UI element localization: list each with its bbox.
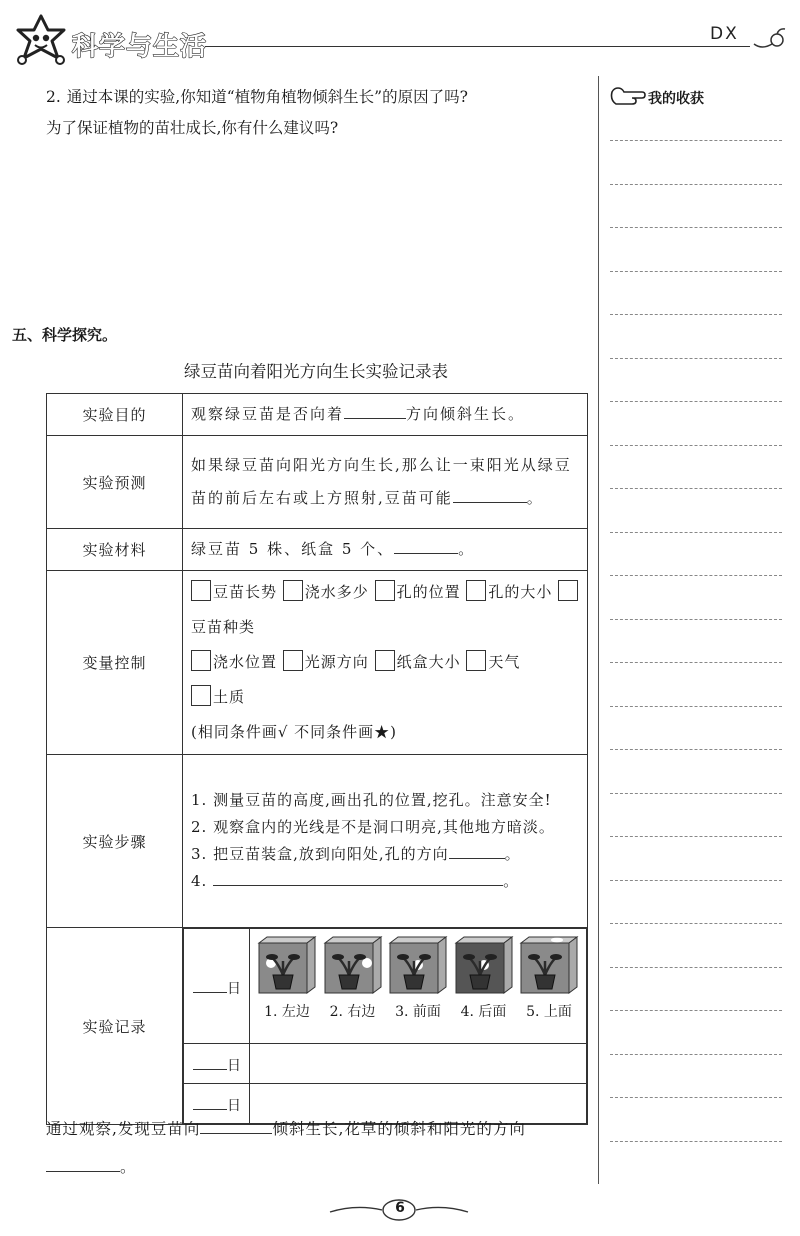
- note-line: [610, 706, 782, 707]
- box-image: [518, 935, 580, 1021]
- variable-label: 豆苗种类: [191, 618, 256, 636]
- row-label-variables: 变量控制: [47, 571, 183, 755]
- note-line: [610, 140, 782, 141]
- conclusion-blank-1[interactable]: [200, 1116, 272, 1134]
- step-3-end: 。: [504, 845, 521, 863]
- checkbox-variable[interactable]: [466, 580, 486, 601]
- note-line: [610, 1054, 782, 1055]
- conclusion-text-2: 倾斜生长,花草的倾斜和阳光的方向: [272, 1120, 526, 1138]
- checkbox-variable[interactable]: [283, 650, 303, 671]
- variable-label: 天气: [488, 653, 521, 671]
- note-line: [610, 271, 782, 272]
- row-label-records: 实验记录: [47, 928, 183, 1125]
- header-rule: [205, 46, 750, 47]
- question-2: [46, 82, 596, 144]
- note-line: [610, 401, 782, 402]
- row-label-steps: 实验步骤: [47, 755, 183, 928]
- day-suffix: 日: [227, 1058, 241, 1074]
- checkbox-variable[interactable]: [466, 650, 486, 671]
- plant-box-icon: [323, 935, 383, 995]
- materials-text-end: 。: [458, 540, 476, 558]
- variable-label: 孔的大小: [488, 583, 553, 601]
- step-4: [191, 868, 581, 895]
- note-line: [610, 619, 782, 620]
- variables-cell: [183, 571, 588, 755]
- plant-box-icon: [388, 935, 448, 995]
- checkbox-variable[interactable]: [558, 580, 578, 601]
- variable-label: 光源方向: [304, 653, 369, 671]
- checkbox-variable[interactable]: [191, 650, 211, 671]
- checkbox-variable[interactable]: [191, 580, 211, 601]
- pointing-hand-icon: [608, 84, 646, 110]
- step-3-text: 3. 把豆苗装盒,放到向阳处,孔的方向: [191, 845, 449, 863]
- checkbox-variable[interactable]: [375, 580, 395, 601]
- box-images-cell: [250, 929, 587, 1044]
- question-line-2: 为了保证植物的苗壮成长,你有什么建议吗?: [46, 119, 339, 137]
- table-title: 绿豆苗向着阳光方向生长实验记录表: [184, 362, 448, 381]
- box-position-label: 1. 左边: [264, 1004, 310, 1020]
- box-image: [256, 935, 318, 1021]
- note-line: [610, 923, 782, 924]
- variables-note: (相同条件画√ 不同条件画★): [191, 723, 398, 741]
- notes-sidebar: [598, 76, 790, 1184]
- plant-box-icon: [454, 935, 514, 995]
- records-cell: [183, 928, 588, 1125]
- variable-label: 浇水位置: [213, 653, 278, 671]
- purpose-cell: [183, 394, 588, 436]
- conclusion-text-1: 通过观察,发现豆苗向: [46, 1120, 201, 1138]
- box-position-label: 3. 前面: [395, 1004, 441, 1020]
- note-line: [610, 793, 782, 794]
- note-line: [610, 532, 782, 533]
- day-suffix: 日: [227, 1098, 241, 1114]
- mascot-logo-icon: [12, 12, 70, 70]
- note-line: [610, 1097, 782, 1098]
- materials-blank[interactable]: [394, 536, 458, 554]
- day-cell: [184, 929, 250, 1044]
- prediction-text: 如果绿豆苗向阳光方向生长,那么让一束阳光从绿豆苗的前后左右或上方照射,豆苗可能: [191, 456, 572, 507]
- note-line: [610, 488, 782, 489]
- variable-label: 浇水多少: [304, 583, 369, 601]
- section-heading: 五、科学探究。: [12, 326, 118, 344]
- step-4-blank[interactable]: [213, 868, 503, 886]
- prediction-cell: [183, 436, 588, 529]
- step-3: [191, 841, 581, 868]
- box-position-label: 4. 后面: [460, 1004, 507, 1020]
- box-position-label: 5. 上面: [526, 1004, 572, 1020]
- materials-text: 绿豆苗 5 株、纸盒 5 个、: [191, 540, 395, 558]
- conclusion-blank-2[interactable]: [46, 1154, 120, 1172]
- conclusion-text-3: 。: [120, 1158, 137, 1176]
- box-image: [453, 935, 515, 1021]
- day-blank[interactable]: [193, 1092, 227, 1110]
- record-entry[interactable]: [250, 1044, 587, 1084]
- note-line: [610, 1010, 782, 1011]
- step-1: 1. 测量豆苗的高度,画出孔的位置,挖孔。注意安全!: [191, 791, 552, 809]
- note-line: [610, 314, 782, 315]
- day-blank[interactable]: [193, 975, 227, 993]
- note-line: [610, 358, 782, 359]
- step-4-end: 。: [503, 872, 520, 890]
- note-line: [610, 749, 782, 750]
- checkbox-variable[interactable]: [283, 580, 303, 601]
- prediction-blank[interactable]: [453, 485, 527, 503]
- note-line: [610, 880, 782, 881]
- sprout-deco-icon: [752, 26, 788, 56]
- row-label-purpose: 实验目的: [47, 394, 183, 436]
- purpose-blank[interactable]: [344, 401, 406, 419]
- header-title: 科学与生活: [72, 32, 208, 62]
- plant-box-icon: [257, 935, 317, 995]
- note-line: [610, 662, 782, 663]
- box-image: [387, 935, 449, 1021]
- checkbox-variable[interactable]: [191, 685, 211, 706]
- variable-label: 土质: [213, 688, 246, 706]
- purpose-text: 观察绿豆苗是否向着: [191, 405, 345, 423]
- step-2: 2. 观察盒内的光线是不是洞口明亮,其他地方暗淡。: [191, 818, 555, 836]
- question-number: 2.: [46, 88, 61, 106]
- materials-cell: [183, 529, 588, 571]
- prediction-text-end: 。: [526, 489, 544, 507]
- plant-box-icon: [519, 935, 579, 995]
- page-number: 6: [395, 1200, 405, 1216]
- note-line: [610, 445, 782, 446]
- purpose-text-end: 方向倾斜生长。: [406, 405, 526, 423]
- day-suffix: 日: [227, 980, 241, 997]
- row-label-materials: 实验材料: [47, 529, 183, 571]
- steps-cell: [183, 755, 588, 928]
- box-position-label: 2. 右边: [329, 1004, 376, 1020]
- variable-label: 纸盒大小: [396, 653, 461, 671]
- harvest-label: 我的收获: [648, 91, 704, 107]
- checkbox-variable[interactable]: [375, 650, 395, 671]
- variable-label: 孔的位置: [396, 583, 461, 601]
- day-cell: [184, 1044, 250, 1084]
- conclusion: [46, 1110, 591, 1186]
- step-4-text: 4.: [191, 872, 208, 890]
- note-line: [610, 1141, 782, 1142]
- experiment-record-table: [46, 393, 588, 1125]
- row-label-prediction: 实验预测: [47, 436, 183, 529]
- question-line-1: 通过本课的实验,你知道“植物角植物倾斜生长”的原因了吗?: [66, 88, 468, 106]
- note-line: [610, 575, 782, 576]
- box-image: [322, 935, 384, 1021]
- step-3-blank[interactable]: [449, 841, 505, 859]
- note-line: [610, 184, 782, 185]
- note-line: [610, 836, 782, 837]
- header-code: DX: [710, 24, 739, 44]
- records-grid: [183, 928, 587, 1124]
- note-line: [610, 227, 782, 228]
- day-blank[interactable]: [193, 1052, 227, 1070]
- variable-label: 豆苗长势: [213, 583, 278, 601]
- note-line: [610, 967, 782, 968]
